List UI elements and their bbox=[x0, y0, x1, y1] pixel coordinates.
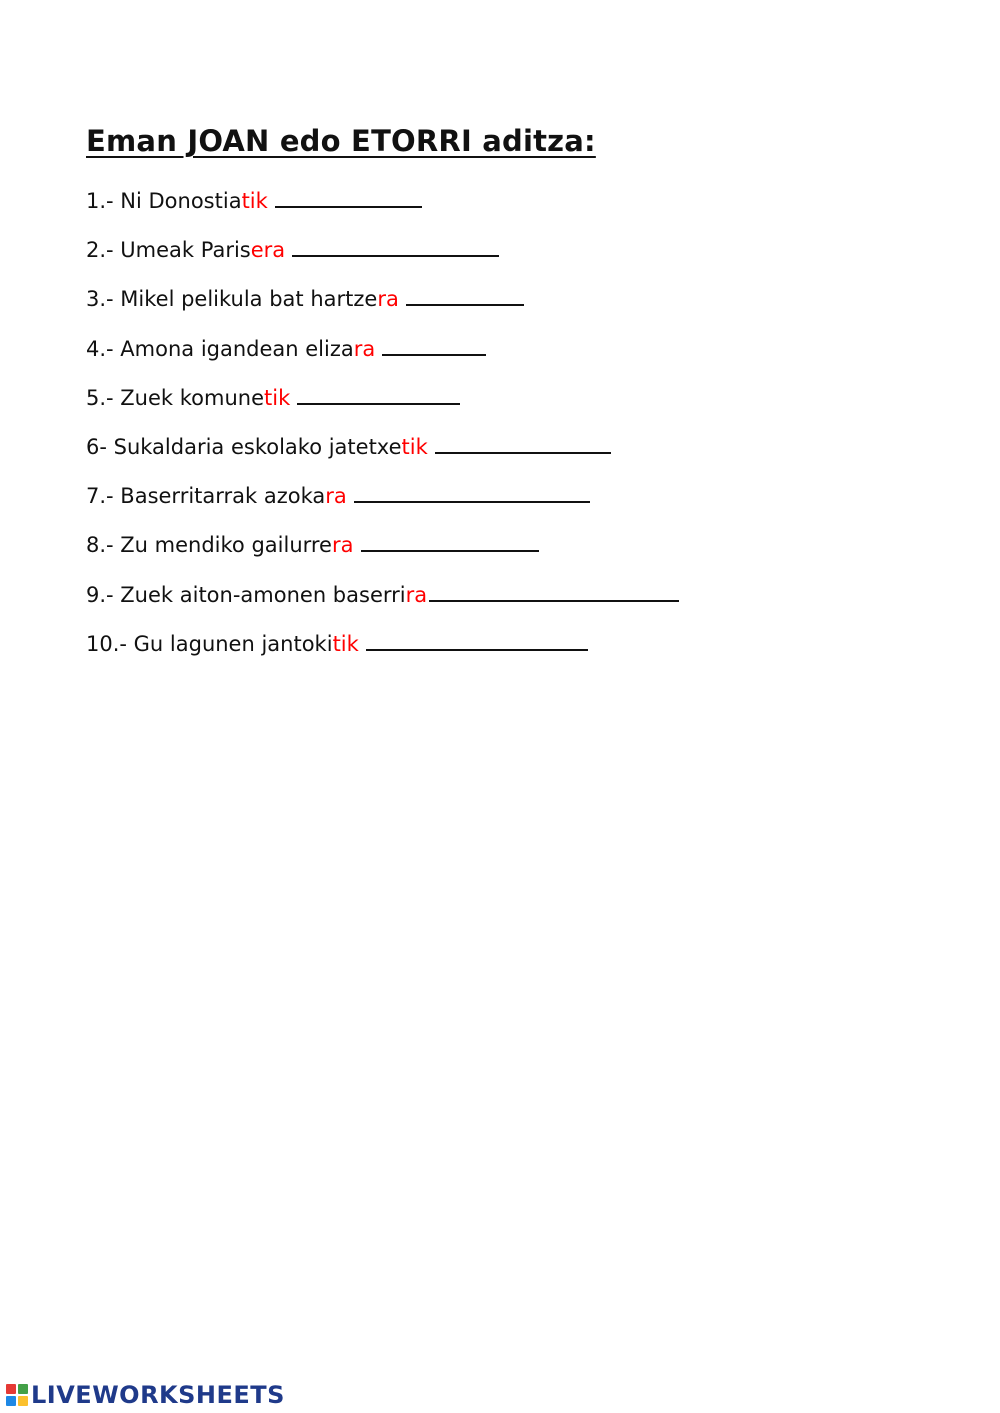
exercise-item-10 bbox=[86, 628, 679, 677]
exercise-item-2 bbox=[86, 234, 679, 283]
answer-blank[interactable] bbox=[366, 639, 588, 651]
exercise-item-8 bbox=[86, 529, 679, 578]
sentence-suffix: era bbox=[250, 238, 286, 263]
sentence-prefix: 10.- Gu lagunen jantoki bbox=[86, 631, 333, 656]
logo-text: LIVEWORKSHEETS bbox=[31, 1381, 285, 1409]
exercise-item-3 bbox=[86, 283, 679, 332]
answer-blank[interactable] bbox=[275, 196, 422, 208]
answer-blank[interactable] bbox=[361, 540, 539, 552]
sentence-suffix: tik bbox=[332, 631, 359, 656]
worksheet-title: Eman JOAN edo ETORRI aditza: bbox=[86, 124, 596, 158]
sentence-suffix: tik bbox=[241, 189, 268, 213]
liveworksheets-logo bbox=[6, 1381, 285, 1409]
sentence-prefix: 7.- Baserritarrak azoka bbox=[86, 484, 326, 509]
sentence-prefix: 8.- Zu mendiko gailurre bbox=[86, 533, 332, 558]
answer-blank[interactable] bbox=[435, 442, 611, 454]
sentence-prefix: 5.- Zuek komune bbox=[86, 385, 264, 410]
exercise-item-4 bbox=[86, 333, 679, 382]
sentence-prefix: 1.- Ni Donostia bbox=[86, 189, 242, 213]
sentence-prefix: 6- Sukaldaria eskolako jatetxe bbox=[86, 434, 402, 459]
answer-blank[interactable] bbox=[292, 245, 499, 257]
sentence-prefix: 9.- Zuek aiton-amonen baserri bbox=[86, 582, 406, 607]
answer-blank[interactable] bbox=[354, 491, 590, 503]
sentence-suffix: ra bbox=[377, 287, 399, 312]
exercise-list bbox=[86, 185, 679, 677]
sentence-suffix: ra bbox=[331, 533, 354, 558]
sentence-prefix: 2.- Umeak Paris bbox=[86, 238, 251, 263]
exercise-item-5 bbox=[86, 382, 679, 431]
sentence-suffix: ra bbox=[325, 484, 347, 509]
exercise-item-1 bbox=[86, 185, 679, 234]
sentence-suffix: tik bbox=[264, 385, 291, 410]
answer-blank[interactable] bbox=[382, 344, 486, 356]
exercise-item-7 bbox=[86, 480, 679, 529]
sentence-prefix: 3.- Mikel pelikula bat hartze bbox=[86, 287, 378, 312]
answer-blank[interactable] bbox=[406, 294, 524, 306]
exercise-item-9 bbox=[86, 579, 679, 628]
sentence-suffix: ra bbox=[353, 336, 376, 361]
answer-blank[interactable] bbox=[297, 393, 460, 405]
logo-blocks-icon bbox=[6, 1384, 28, 1406]
sentence-prefix: 4.- Amona igandean eliza bbox=[86, 336, 354, 361]
exercise-item-6 bbox=[86, 431, 679, 480]
sentence-suffix: tik bbox=[401, 434, 428, 459]
sentence-suffix: ra bbox=[405, 582, 428, 607]
answer-blank[interactable] bbox=[429, 590, 679, 602]
